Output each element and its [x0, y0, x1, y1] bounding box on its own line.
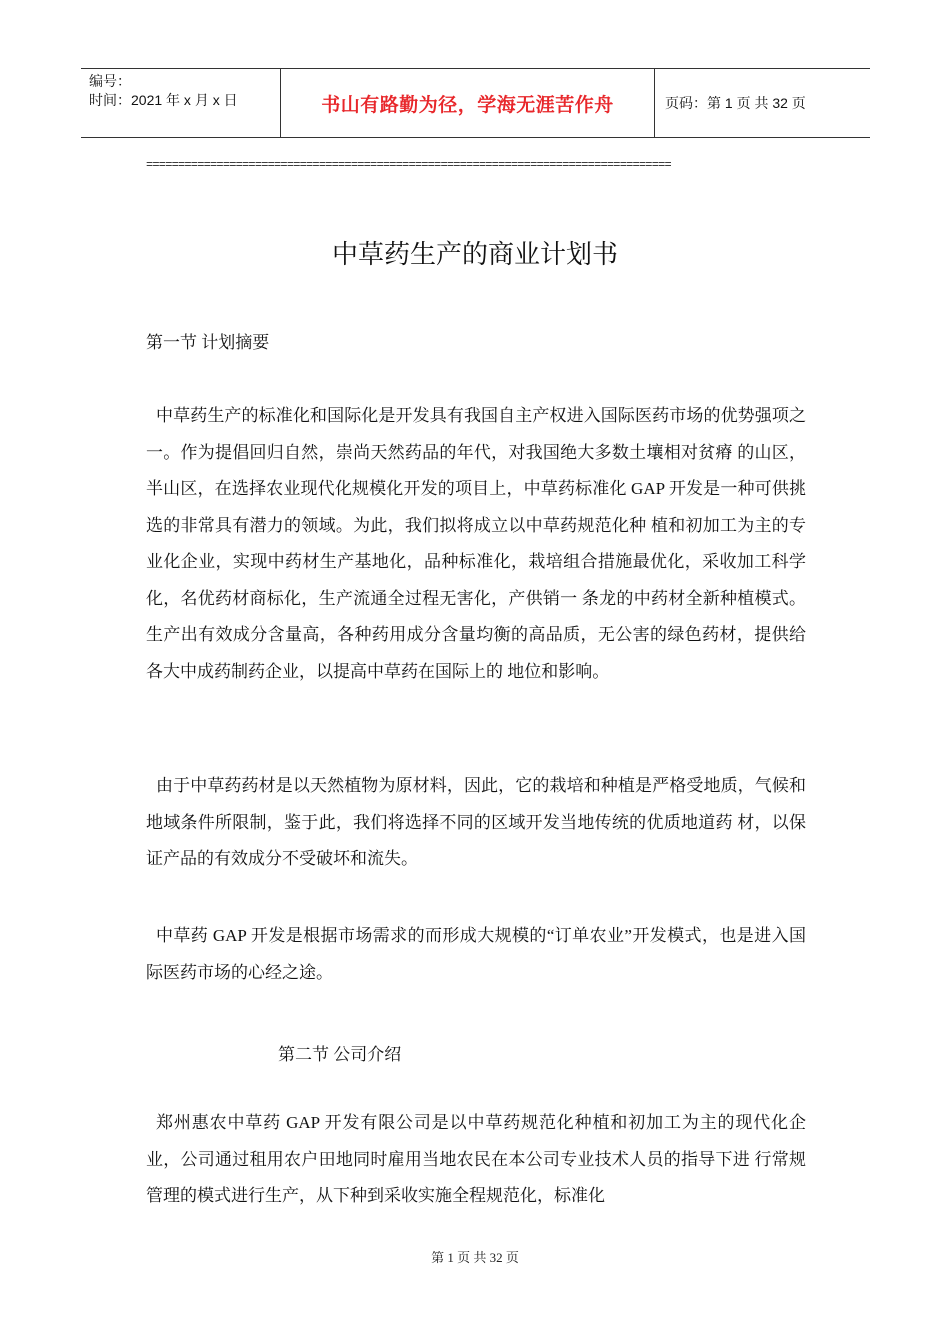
header-motto: 书山有路勤为径，学海无涯苦作舟	[281, 69, 655, 137]
header-meta-cell	[81, 69, 281, 137]
header-page-info: 页码：第 1 页 共 32 页	[665, 95, 806, 111]
document-code-label: 编号：	[89, 73, 131, 89]
document-title: 中草药生产的商业计划书	[331, 240, 618, 270]
paragraph: 中草药 GAP 开发是根据市场需求的而形成大规模的“订单农业”开发模式，也是进入国际医药市场的心经之途。	[146, 926, 806, 982]
page-footer: 第 1 页 共 32 页	[431, 1250, 519, 1265]
section2-body	[146, 1105, 806, 1215]
section1-heading: 第一节 计划摘要	[146, 333, 270, 352]
section1-body-2	[146, 768, 806, 878]
section1-body	[146, 398, 806, 690]
paragraph: 郑州惠农中草药 GAP 开发有限公司是以中草药规范化种植和初加工为主的现代化企业，公司通过租用农户田地同时雇用当地农民在本公司专业技术人员的指导下进 行常规管理的模式进行生产，从下种到采收实施全程规范化，标准化	[146, 1113, 806, 1205]
paragraph: 由于中草药药材是以天然植物为原材料，因此，它的栽培和种植是严格受地质，气候和地域条件所限制，鉴于此，我们将选择不同的区域开发当地传统的优质地道药 材，以保证产品的有效成分不受破坏和流失。	[146, 776, 806, 868]
separator-line: ==================================================================================	[146, 158, 671, 172]
section2-heading: 第二节 公司介绍	[278, 1045, 402, 1064]
header-table	[81, 68, 870, 138]
section1-body-3	[146, 918, 806, 991]
document-time-label: 时间：2021 年 x 月 x 日	[89, 92, 238, 108]
paragraph: 中草药生产的标准化和国际化是开发具有我国自主产权进入国际医药市场的优势强项之一。作为提倡回归自然，崇尚天然药品的年代，对我国绝大多数土壤相对贫瘠 的山区，半山区，在选择农业现代化规模化开发的项目上，中草药标准化 GAP 开发是一种可供挑选的非常具有潜力的领域。为此，我们拟将成立以中草药规范化种 植和初加工为主的专业化企业，实现中药材生产基地化，品种标准化，栽培组合措施最优化，采收加工科学化，名优药材商标化，生产流通全过程无害化，产供销一 条龙的中药材全新种植模式。生产出有效成分含量高，各种药用成分含量均衡的高品质，无公害的绿色药材，提供给各大中成药制药企业，以提高中草药在国际上的 地位和影响。	[146, 406, 806, 681]
